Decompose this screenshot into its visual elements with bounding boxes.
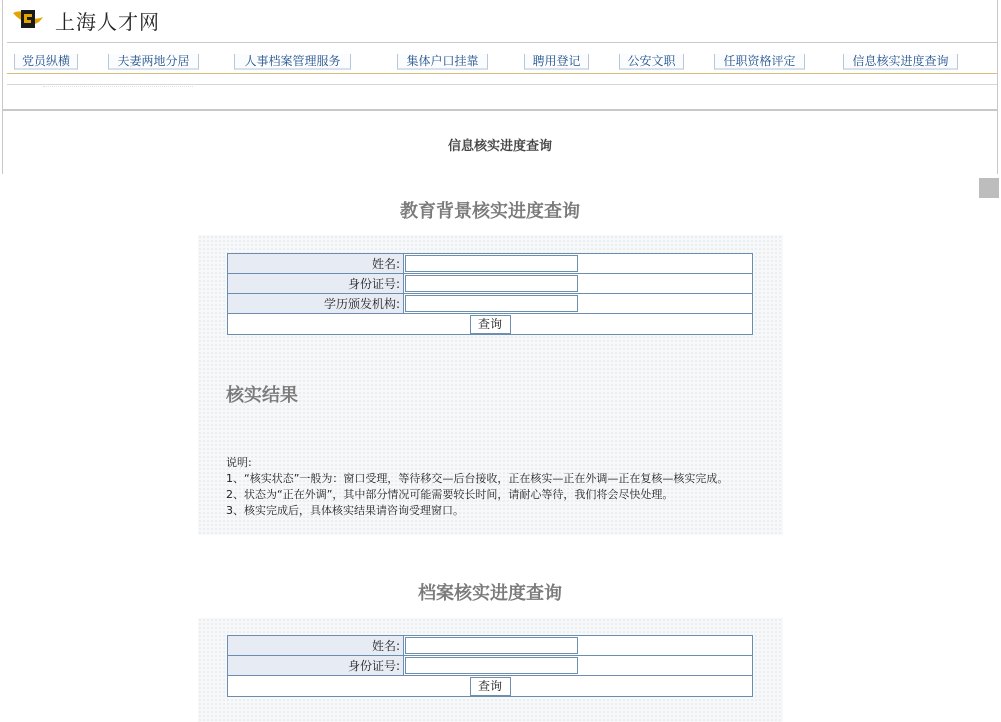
nav-item-qualification[interactable]: 任职资格评定 (714, 54, 805, 70)
issuer-label: 学历颁发机构: (228, 294, 404, 314)
name-label: 姓名: (228, 636, 404, 656)
form-row (228, 254, 753, 274)
notes (226, 455, 761, 519)
form-row (228, 676, 753, 697)
archive-panel (198, 618, 783, 722)
header-divider-dots (43, 86, 193, 87)
site-header (2, 0, 998, 110)
archive-heading: 档案核实进度查询 (418, 583, 562, 604)
archive-form (227, 635, 753, 697)
archive-name-input[interactable] (405, 637, 578, 654)
education-heading: 教育背景核实进度查询 (400, 201, 580, 222)
header-divider (7, 84, 997, 85)
id-number-label: 身份证号: (228, 274, 404, 294)
nav-item-police[interactable]: 公安文职 (619, 54, 684, 70)
note-item: 3、核实完成后，具体核实结果请咨询受理窗口。 (226, 504, 464, 517)
scrollbar-thumb[interactable] (979, 178, 999, 198)
id-number-input[interactable] (405, 275, 578, 292)
education-query-button[interactable]: 查询 (470, 315, 511, 334)
notes-title: 说明: (226, 456, 252, 469)
logo-icon (11, 7, 45, 33)
nav-item-verification[interactable]: 信息核实进度查询 (843, 54, 958, 70)
page-title: 信息核实进度查询 (447, 139, 552, 154)
form-row (228, 314, 753, 335)
form-row (228, 636, 753, 656)
nav-item-party[interactable]: 党员纵横 (14, 54, 78, 70)
education-form (227, 253, 753, 335)
main-nav (7, 42, 997, 74)
name-label: 姓名: (228, 254, 404, 274)
name-input[interactable] (405, 255, 578, 272)
nav-item-archives[interactable]: 人事档案管理服务 (234, 54, 351, 70)
form-row (228, 274, 753, 294)
site-logo[interactable] (11, 6, 160, 34)
nav-item-couples[interactable]: 夫妻两地分居 (108, 54, 199, 70)
id-number-label: 身份证号: (228, 656, 404, 676)
education-panel (198, 235, 783, 535)
note-item: 1、“核实状态”一般为：窗口受理，等待移交—后台接收，正在核实—正在外调—正在复核—核实完成。 (226, 472, 729, 485)
archive-id-number-input[interactable] (405, 657, 578, 674)
issuer-input[interactable] (405, 295, 578, 312)
form-row (228, 294, 753, 314)
result-title: 核实结果 (226, 385, 298, 406)
nav-item-hukou[interactable]: 集体户口挂靠 (397, 54, 488, 70)
site-name: 上海人才网 (55, 9, 160, 34)
page-title-box (2, 110, 998, 174)
nav-item-employment[interactable]: 聘用登记 (524, 54, 589, 70)
form-row (228, 656, 753, 676)
archive-query-button[interactable]: 查询 (470, 677, 511, 696)
note-item: 2、状态为“正在外调”，其中部分情况可能需要较长时间，请耐心等待，我们将会尽快处理。 (226, 488, 674, 501)
